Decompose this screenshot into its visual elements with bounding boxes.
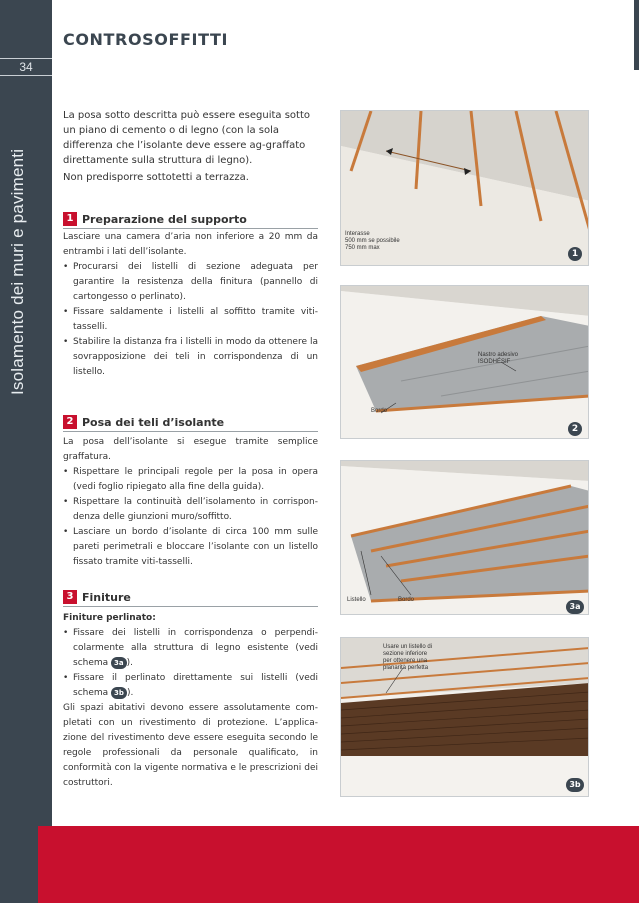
figure-1-ceiling-battens — [340, 110, 589, 266]
figure-3a-battens-finish — [340, 460, 589, 615]
section-3-number: 3 — [63, 590, 77, 604]
page-number: 34 — [19, 60, 33, 74]
bullet-1-end: ). — [126, 658, 134, 668]
figure-1-badge: 1 — [568, 247, 582, 261]
list-item: • Stabilire la distanza fra i listelli in modo da ottenere la sovrapposizione dei teli in corrispondenza di un listello. — [63, 335, 318, 380]
section-2-rule — [63, 431, 318, 432]
page-number-box — [0, 58, 52, 76]
list-item: • Fissare saldamente i listelli al soffitto tramite viti-tasselli. — [63, 305, 318, 335]
left-sidebar — [0, 0, 52, 903]
figure-3b-note-line: planarità perfetta — [383, 665, 429, 671]
bullet-2-end: ). — [126, 688, 134, 698]
section-3-heading — [63, 590, 131, 604]
figure-2-edge-label: Bordo — [371, 408, 388, 414]
schema-3a-ref: 3a — [111, 657, 127, 669]
right-edge-bar — [634, 0, 639, 70]
bullet-2-text: Fissare il perlinato direttamente sui listelli (vedi schema — [73, 673, 318, 698]
figure-3b-badge: 3b — [566, 778, 584, 792]
chapter-title-vertical: Isolamento dei muri e pavimenti — [8, 148, 27, 395]
section-1-heading — [63, 212, 247, 226]
figure-2-badge: 2 — [568, 422, 582, 436]
section-3-list — [63, 626, 318, 701]
figure-1-label-line: 750 mm max — [345, 245, 380, 251]
section-2-list — [63, 465, 318, 570]
section-3-body — [63, 611, 318, 791]
section-2-number: 2 — [63, 415, 77, 429]
figure-1-label-line: 500 mm se possibile — [345, 238, 400, 244]
figure-3b-illustration — [341, 638, 589, 797]
intro-paragraph-1: La posa sotto descritta può essere eseguita sotto un piano di cemento o di legno (con la sola differenza che l’isolante deve essere ag-graffato direttamente sulla struttura di legno). — [63, 110, 310, 166]
section-2-heading — [63, 415, 224, 429]
list-item — [63, 671, 318, 701]
bullet-1-text: Fissare dei listelli in corrispondenza o perpendi-colarmente alla struttura di legno esistente (vedi schema — [73, 628, 318, 668]
figure-3a-batten-label: Listello — [347, 597, 366, 603]
figure-2-label-line: Nastro adesivo — [478, 352, 519, 358]
section-3-title: Finiture — [82, 590, 131, 604]
figure-2-label-line: ISODHÉSIF — [478, 359, 511, 365]
figure-1-spacing-label — [345, 231, 400, 252]
section-1-title: Preparazione del supporto — [82, 212, 247, 226]
figure-3b-note-line: sezione inferiore — [383, 651, 428, 657]
figure-3b-note — [383, 644, 432, 672]
intro-paragraph-2: Non predisporre sottotetti a terrazza. — [63, 172, 249, 183]
section-1-number: 1 — [63, 212, 77, 226]
figure-3a-illustration — [341, 461, 589, 615]
list-item: • Procurarsi dei listelli di sezione adeguata per garantire la resistenza della finitura (pannello di cartongesso o perlinato). — [63, 260, 318, 305]
figure-3b-note-line: Usare un listello di — [383, 644, 433, 650]
section-1-text: Lasciare una camera d’aria non inferiore a 20 mm da entrambi i lati dell’isolante. — [63, 232, 318, 257]
section-2-text: La posa dell’isolante si esegue tramite semplice graffatura. — [63, 437, 318, 462]
list-item: • Rispettare la continuità dell’isolamento in corrispon-denza delle giunzioni muro/soffitto. — [63, 495, 318, 525]
intro-block — [63, 108, 325, 185]
section-2-title: Posa dei teli d’isolante — [82, 415, 225, 429]
figure-3a-edge-label: Bordo — [398, 597, 415, 603]
section-3-rule — [63, 606, 318, 607]
page-title: CONTROSOFFITTI — [63, 30, 229, 49]
figure-3b-paneling-finish — [340, 637, 589, 797]
footer-red-band — [38, 826, 639, 903]
section-1-rule — [63, 228, 318, 229]
figure-2-tape-label — [478, 352, 518, 366]
section-2-body — [63, 435, 318, 570]
list-item: • Lasciare un bordo d’isolante di circa 100 mm sulle pareti perimetrali e bloccare l’isolante con un listello fissato tramite viti-tasselli. — [63, 525, 318, 570]
section-1-list — [63, 260, 318, 380]
section-3-subtitle: Finiture perlinato: — [63, 613, 156, 623]
figure-3b-note-line: per ottenere una — [383, 658, 428, 664]
figure-2-illustration — [341, 286, 589, 439]
section-1-body — [63, 230, 318, 380]
list-item — [63, 626, 318, 671]
figure-1-label-line: Interasse — [345, 231, 370, 237]
figure-2-insulation-sheets — [340, 285, 589, 439]
figure-3a-badge: 3a — [566, 600, 584, 614]
section-3-paragraph: Gli spazi abitativi devono essere assolutamente com-pletati con un rivestimento di protezione. L’applica-zione del rivestimento deve essere eseguita secondo le regole professionali da personale qualificato, in conformità con la vigente normativa e le prescrizioni dei costruttori. — [63, 703, 318, 788]
schema-3b-ref: 3b — [111, 687, 127, 699]
list-item: • Rispettare le principali regole per la posa in opera (vedi foglio ripiegato alla fine della guida). — [63, 465, 318, 495]
